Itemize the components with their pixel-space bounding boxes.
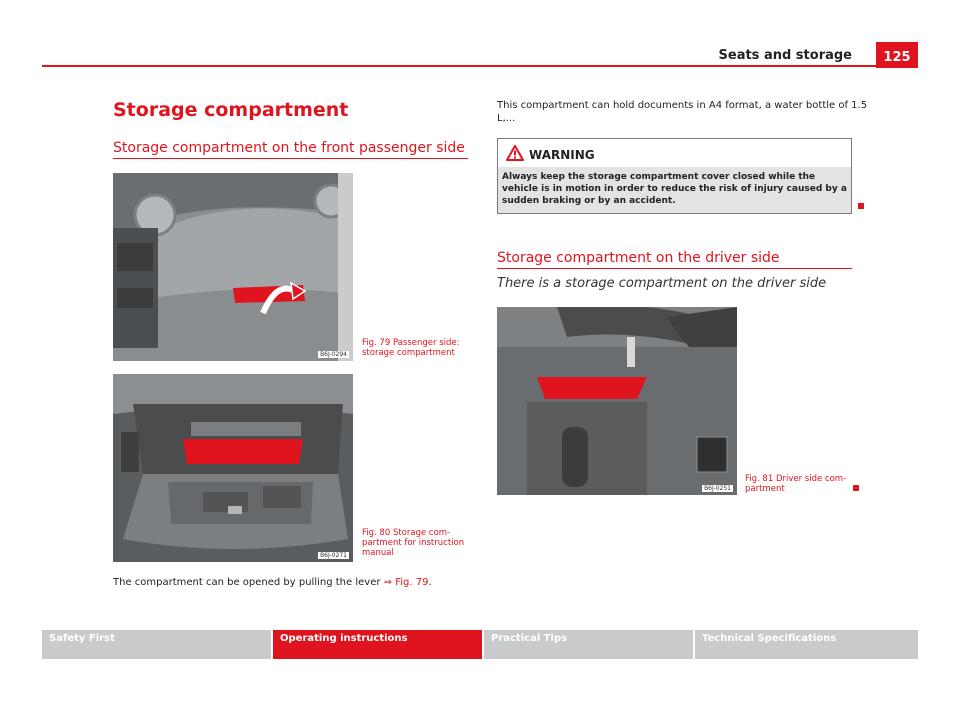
dashboard-illustration [113, 173, 353, 361]
heading-rule [113, 158, 468, 159]
figure-code: B6J-0271 [320, 552, 347, 559]
warning-body [498, 167, 851, 213]
caption-line: partment for instruction [362, 538, 465, 548]
header-rule [42, 65, 876, 67]
caption-line: storage compartment [362, 348, 455, 358]
page-title: Storage compartment [113, 99, 349, 121]
section-heading-passenger: Storage compartment on the front passenger side [113, 140, 465, 156]
figure-glovebox-open [113, 374, 353, 562]
intro-paragraph [497, 99, 867, 125]
page-number: 125 [876, 42, 918, 68]
caption-line: manual [362, 548, 394, 558]
warning-title: WARNING [529, 148, 595, 162]
glovebox-illustration [113, 374, 353, 562]
caption-line: Fig. 81 Driver side com- [745, 474, 847, 484]
footer-tab-operating-instructions[interactable]: Operating instructions [273, 630, 482, 659]
caption-line: Fig. 80 Storage com- [362, 528, 451, 538]
body-text: The compartment can be opened by pulling the lever [113, 577, 384, 588]
figure-driver-side [497, 307, 737, 495]
figure-caption-80 [362, 528, 464, 558]
caption-line: partment [745, 484, 785, 494]
footer-tab-safety-first[interactable]: Safety First [42, 630, 271, 659]
warning-header [498, 139, 851, 167]
footer-tab-practical-tips[interactable]: Practical Tips [484, 630, 693, 659]
heading-rule [497, 268, 852, 269]
intro-line: This compartment can hold documents in A4 format, a water bottle of 1.5 [497, 100, 868, 111]
figure-reference-link[interactable]: ⇒ Fig. 79 [383, 577, 429, 588]
warning-text: Always keep the storage compartment cover closed while the vehicle is in motion in order to reduce the risk of injury caused by a sudden braking or by an accident. [502, 172, 847, 206]
section-heading-driver: Storage compartment on the driver side [497, 250, 780, 266]
section-end-marker [858, 203, 864, 209]
figure-passenger-dashboard [113, 173, 353, 361]
subheading-driver: There is a storage compartment on the driver side [497, 276, 827, 291]
warning-box [497, 138, 852, 214]
figure-caption-81 [745, 474, 846, 494]
body-paragraph-lever [113, 576, 432, 589]
running-header-title: Seats and storage [718, 48, 852, 63]
footer-tab-technical-specifications[interactable]: Technical Specifications [695, 630, 918, 659]
caption-line: Fig. 79 Passenger side: [362, 338, 460, 348]
body-text-end: . [428, 577, 432, 588]
driver-side-illustration [497, 307, 737, 495]
figure-caption-79 [362, 338, 459, 358]
intro-line: L,... [497, 113, 516, 124]
warning-triangle-icon [506, 145, 524, 161]
figure-code: B6J-0251 [704, 485, 731, 492]
figure-code: B6J-0294 [320, 351, 347, 358]
section-end-marker [853, 485, 859, 491]
